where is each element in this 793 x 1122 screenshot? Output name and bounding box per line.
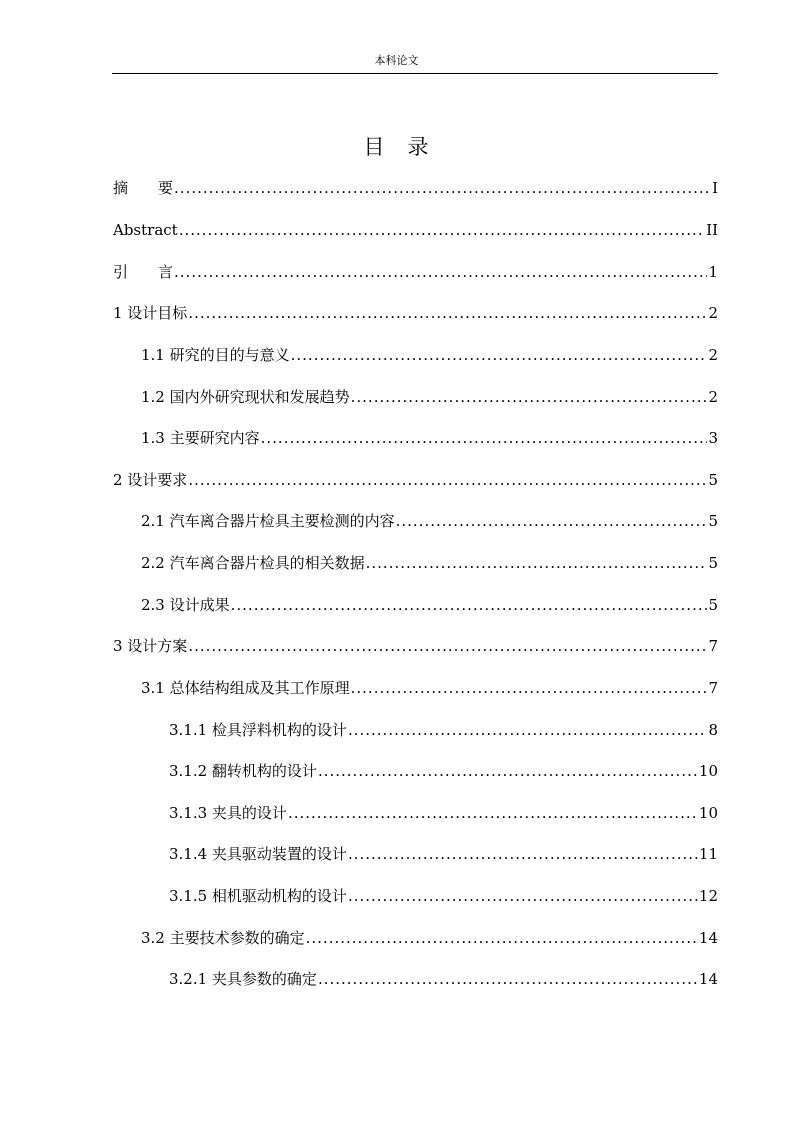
toc-entry-2-2[interactable] [141, 551, 718, 573]
toc-entry-3-1[interactable] [141, 676, 718, 698]
toc-entry-label: 摘 要 [113, 179, 174, 197]
toc-entry-3-1-5[interactable] [169, 884, 718, 906]
toc-leader-dots [188, 303, 707, 323]
toc-entry-page: 5 [708, 512, 718, 530]
toc-entry-label: 3.2.1 夹具参数的确定 [169, 970, 317, 988]
toc-entry-1-2[interactable] [141, 385, 718, 407]
toc-leader-dots [306, 928, 698, 948]
toc-entry-label: 3.1 总体结构组成及其工作原理 [141, 679, 350, 697]
toc-leader-dots [188, 470, 707, 490]
toc-leader-dots [318, 761, 698, 781]
toc-title: 目 录 [363, 135, 430, 159]
toc-entry-page: 11 [698, 845, 718, 863]
toc-entry-page: 12 [698, 887, 718, 905]
toc-entry-label: 1.1 研究的目的与意义 [141, 346, 290, 364]
toc-entry-3-1-3[interactable] [169, 801, 718, 823]
toc-entry-label: 2.2 汽车离合器片检具的相关数据 [141, 554, 365, 572]
toc-leader-dots [174, 262, 707, 282]
toc-entry-label: 3.1.1 检具浮料机构的设计 [169, 721, 347, 739]
toc-entry-label: 3.2 主要技术参数的确定 [141, 929, 305, 947]
toc-entry-label: 2 设计要求 [113, 471, 188, 489]
toc-entry-page: 5 [708, 471, 718, 489]
toc-entry-3-1-1[interactable] [169, 718, 718, 740]
toc-entry-page: 10 [698, 762, 718, 780]
toc-entry-label: 2.1 汽车离合器片检具主要检测的内容 [141, 512, 395, 530]
toc-entry-3[interactable] [113, 634, 718, 656]
toc-entry-2-3[interactable] [141, 593, 718, 615]
toc-entry-page: 10 [698, 804, 718, 822]
toc-leader-dots [351, 678, 708, 698]
toc-entry-page: 2 [708, 388, 718, 406]
toc-entry-page: 2 [708, 346, 718, 364]
toc-leader-dots [348, 886, 698, 906]
toc-leader-dots [318, 969, 698, 989]
toc-entry-page: 14 [698, 929, 718, 947]
toc-leader-dots [179, 220, 705, 240]
toc-entry-3-2-1[interactable] [169, 967, 718, 989]
toc-entry-label: 1.3 主要研究内容 [141, 429, 260, 447]
toc-entry-2[interactable] [113, 468, 718, 490]
toc-entry-abstract-en[interactable] [113, 218, 718, 240]
toc-entry-introduction[interactable] [113, 260, 718, 282]
toc-entry-page: I [712, 179, 718, 197]
toc-entry-page: 14 [698, 970, 718, 988]
toc-entry-page: 1 [708, 263, 718, 281]
toc-leader-dots [261, 428, 708, 448]
toc-entry-label: 3.1.5 相机驱动机构的设计 [169, 887, 347, 905]
toc-leader-dots [188, 636, 707, 656]
toc-entry-2-1[interactable] [141, 509, 718, 531]
toc-entry-page: 7 [708, 679, 718, 697]
toc-leader-dots [366, 553, 708, 573]
toc-entry-page: 7 [708, 637, 718, 655]
page-header-title: 本科论文 [374, 54, 419, 67]
toc-entry-label: 1.2 国内外研究现状和发展趋势 [141, 388, 350, 406]
toc-leader-dots [174, 178, 711, 198]
toc-leader-dots [396, 511, 708, 531]
toc-entry-label: 3.1.3 夹具的设计 [169, 804, 287, 822]
toc-entry-3-1-4[interactable] [169, 842, 718, 864]
toc-entry-3-2[interactable] [141, 926, 718, 948]
toc-leader-dots [348, 844, 698, 864]
toc-leader-dots [351, 387, 708, 407]
toc-entry-label: 3.1.4 夹具驱动装置的设计 [169, 845, 347, 863]
toc-entry-label: Abstract [113, 221, 178, 239]
toc-entry-label: 1 设计目标 [113, 304, 188, 322]
toc-leader-dots [288, 803, 698, 823]
toc-entry-page: 5 [708, 554, 718, 572]
toc-entry-page: 8 [708, 721, 718, 739]
toc-entry-page: 5 [708, 596, 718, 614]
toc-entry-label: 引 言 [113, 263, 174, 281]
toc-entry-1-3[interactable] [141, 426, 718, 448]
toc-leader-dots [348, 720, 708, 740]
toc-leader-dots [291, 345, 708, 365]
toc-entry-label: 2.3 设计成果 [141, 596, 230, 614]
toc-entry-3-1-2[interactable] [169, 759, 718, 781]
toc-leader-dots [231, 595, 708, 615]
toc-entry-abstract-cn[interactable] [113, 176, 718, 198]
toc-entry-label: 3 设计方案 [113, 637, 188, 655]
toc-entry-1-1[interactable] [141, 343, 718, 365]
toc-entry-page: 2 [708, 304, 718, 322]
toc-entry-page: II [706, 221, 718, 239]
toc-entry-label: 3.1.2 翻转机构的设计 [169, 762, 317, 780]
toc-entry-1[interactable] [113, 301, 718, 323]
toc-entry-page: 3 [708, 429, 718, 447]
